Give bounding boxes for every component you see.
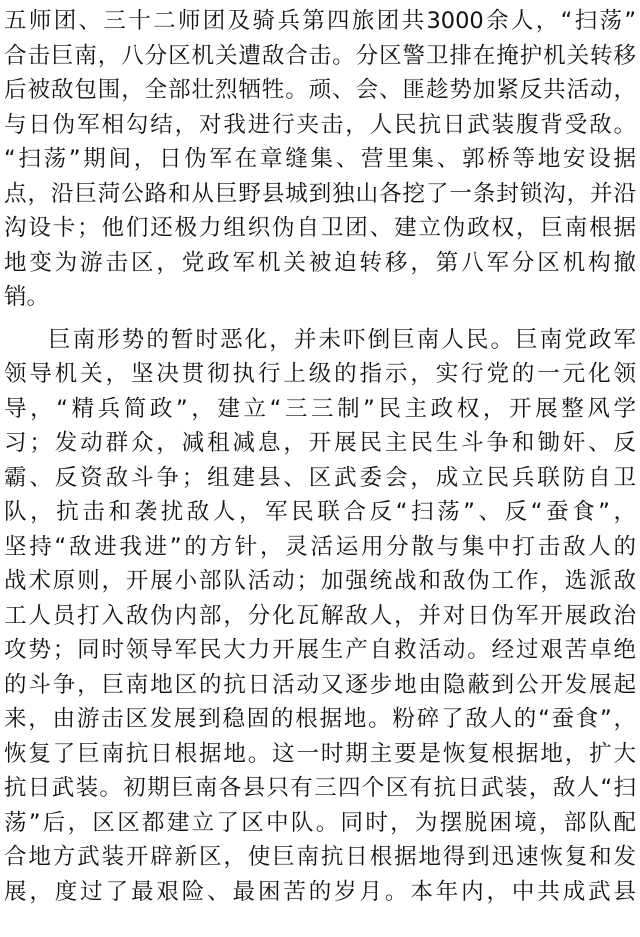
text-line: 霸、反资敌斗争；组建县、区武委会，成立民兵联防自卫: [4, 464, 636, 491]
text-line: 的斗争，巨南地区的抗日活动又逐步地由隐蔽到公开发展起: [4, 671, 636, 698]
text-line: 恢复了巨南抗日根据地。这一时期主要是恢复根据地，扩大: [4, 740, 636, 767]
text-line: “扫荡”期间，日伪军在章缝集、营里集、郭桥等地安设据: [4, 146, 636, 172]
text-line: 点，沿巨菏公路和从巨野县城到独山各挖了一条封锁沟，并沿: [4, 180, 636, 207]
text-line: 与日伪军相勾结，对我进行夹击，人民抗日武装腹背受敌。: [4, 111, 636, 138]
text-line: 合地方武装开辟新区，使巨南抗日根据地得到迅速恢复和发: [4, 844, 636, 870]
text-line: 后被敌包围，全部壮烈牺牲。顽、会、匪趁势加紧反共活动，: [4, 77, 636, 103]
text-line: 坚持“敌进我进”的方针，灵活运用分散与集中打击敌人的: [4, 533, 636, 560]
text-line: 沟设卡；他们还极力组织伪自卫团、建立伪政权，巨南根据: [4, 215, 636, 241]
text-line: 习；发动群众，减租减息，开展民主民生斗争和锄奸、反: [4, 430, 636, 456]
text-line: 攻势；同时领导军民大力开展生产自救活动。经过艰苦卓绝: [4, 637, 636, 663]
text-line: 荡”后，区区都建立了区中队。同时，为摆脱困境，部队配: [4, 809, 636, 836]
text-line: 队，抗击和袭扰敌人，军民联合反“扫荡”、反“蚕食”，: [4, 499, 636, 525]
text-line: 合击巨南，八分区机关遭敌合击。分区警卫排在掩护机关转移: [4, 42, 636, 69]
text-line: 五师团、三十二师团及骑兵第四旅团共3000余人，“扫荡”: [4, 8, 636, 34]
text-line: 工人员打入敌伪内部，分化瓦解敌人，并对日伪军开展政治: [4, 602, 636, 629]
paragraph-end-line: 销。: [4, 284, 50, 310]
text-line: 来，由游击区发展到稳固的根据地。粉碎了敌人的“蚕食”，: [4, 706, 636, 732]
paragraph-first-line: 巨南形势的暂时恶化，并未吓倒巨南人民。巨南党政军: [48, 326, 636, 353]
text-line: 抗日武装。初期巨南各县只有三四个区有抗日武装，敌人“扫: [4, 775, 636, 801]
text-line: 导，“精兵简政”，建立“三三制”民主政权，开展整风学: [4, 395, 636, 422]
text-line: 领导机关，坚决贯彻执行上级的指示，实行党的一元化领: [4, 361, 636, 387]
text-line: 战术原则，开展小部队活动；加强统战和敌伪工作，选派敌: [4, 568, 636, 594]
text-line: 地变为游击区，党政军机关被迫转移，第八军分区机构撤: [4, 249, 636, 276]
text-line: 展，度过了最艰险、最困苦的岁月。本年内，中共成武县: [4, 878, 636, 905]
body-text: [4, 4, 636, 909]
